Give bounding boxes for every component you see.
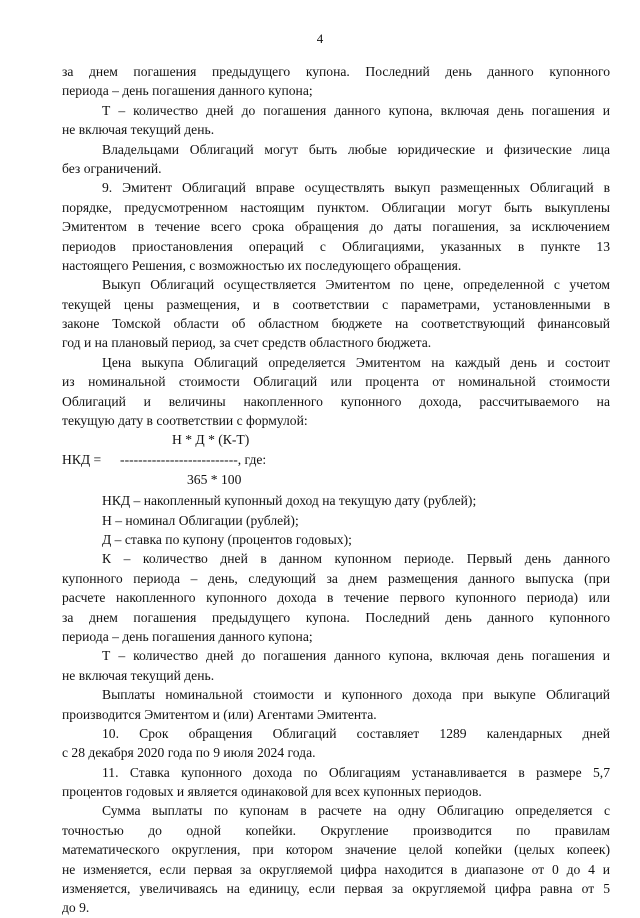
text-line: К – количество дней в данном купонном периоде. Первый день данного <box>102 551 610 567</box>
text-line: процентов годовых и является одинаковой для всех купонных периодов. <box>62 784 482 800</box>
text-line: Т – количество дней до погашения данного купона, включая день погашения и <box>102 648 610 664</box>
text-line: 9. Эмитент Облигаций вправе осуществлять выкуп размещенных Облигаций в <box>102 180 610 196</box>
formula-nkd <box>62 430 610 491</box>
text-line: настоящего Решения, с возможностью их последующего обращения. <box>62 257 462 273</box>
text-line: расчете накопленного купонного дохода в течение первого купонного периода) или <box>62 590 610 606</box>
text-line: Т – количество дней до погашения данного купона, включая день погашения и <box>102 102 610 118</box>
text-line: не включая текущий день. <box>62 122 215 138</box>
text-line: периода – день погашения данного купона; <box>62 628 313 644</box>
document-body <box>62 62 610 918</box>
text-line: год и на плановый период, за счет средств областного бюджета. <box>62 335 432 351</box>
text-line: Эмитентом в течение всего срока обращения до даты погашения, за исключением <box>62 219 610 235</box>
text-line: изменяется, увеличиваясь на единицу, если первая за округляемой цифра равна от 5 <box>62 881 610 897</box>
text-line: Выплаты номинальной стоимости и купонного дохода при выкупе Облигаций <box>102 687 610 703</box>
text-line: с 28 декабря 2020 года по 9 июля 2024 года. <box>62 745 316 761</box>
text-block-after-formula <box>62 491 610 918</box>
text-line: за днем погашения предыдущего купона. Последний день данного купонного <box>62 64 610 79</box>
text-line: Выкуп Облигаций осуществляется Эмитентом по цене, определенной с учетом <box>102 277 610 293</box>
text-line: текущую дату в соответствии с формулой: <box>62 413 308 429</box>
text-line: производится Эмитентом и (или) Агентами Эмитента. <box>62 706 377 722</box>
text-line: текущей цены размещения, и в соответствии с параметрами, установленными в <box>62 296 610 312</box>
text-line: не изменяется, если первая за округляемой цифра находится в диапазоне от 0 до 4 и <box>62 861 610 877</box>
text-line: купонного периода – день, следующий за днем размещения данного выпуска (при <box>62 570 610 586</box>
text-line: математического округления, при котором значение целой копейки (целых копеек) <box>62 842 610 858</box>
text-line: 10. Срок обращения Облигаций составляет 1289 календарных дней <box>102 725 610 741</box>
text-line: порядке, предусмотренном настоящим пунктом. Облигации могут быть выкуплены <box>62 199 610 215</box>
text-line: точностью до одной копейки. Округление производится по правилам <box>62 822 610 838</box>
formula-fraction-bar: --------------------------, где: <box>120 451 267 467</box>
text-line: Сумма выплаты по купонам в расчете на одну Облигацию определяется с <box>102 803 610 819</box>
text-line: Владельцами Облигаций могут быть любые юридические и физические лица <box>102 141 610 157</box>
formula-main-line <box>62 450 610 469</box>
text-line: из номинальной стоимости Облигаций или процента от номинальной стоимости <box>62 374 610 390</box>
formula-numerator: Н * Д * (К-Т) <box>172 432 250 448</box>
text-line: Д – ставка по купону (процентов годовых); <box>102 531 352 547</box>
text-line: периода – день погашения данного купона; <box>62 83 313 99</box>
text-line: 11. Ставка купонного дохода по Облигациям устанавливается в размере 5,7 <box>102 764 610 780</box>
text-line: до 9. <box>62 900 90 916</box>
text-line: Н – номинал Облигации (рублей); <box>102 512 299 528</box>
text-line: за днем погашения предыдущего купона. Последний день данного купонного <box>62 609 610 625</box>
page-number: 4 <box>316 31 324 46</box>
text-line: без ограничений. <box>62 160 162 176</box>
text-line: законе Томской области об областном бюджете на соответствующий финансовый <box>62 316 610 332</box>
text-line: не включая текущий день. <box>62 667 215 683</box>
text-line: периодов приостановления операций с Облигациями, указанных в пункте 13 <box>62 238 610 254</box>
text-line: НКД – накопленный купонный доход на текущую дату (рублей); <box>102 493 477 509</box>
text-block-before-formula <box>62 62 610 430</box>
formula-denominator: 365 * 100 <box>187 472 242 488</box>
text-line: Облигаций и величины накопленного купонного дохода, рассчитываемого на <box>62 393 610 409</box>
formula-lhs: НКД = <box>62 451 102 467</box>
text-line: Цена выкупа Облигаций определяется Эмитентом на каждый день и состоит <box>102 354 610 370</box>
